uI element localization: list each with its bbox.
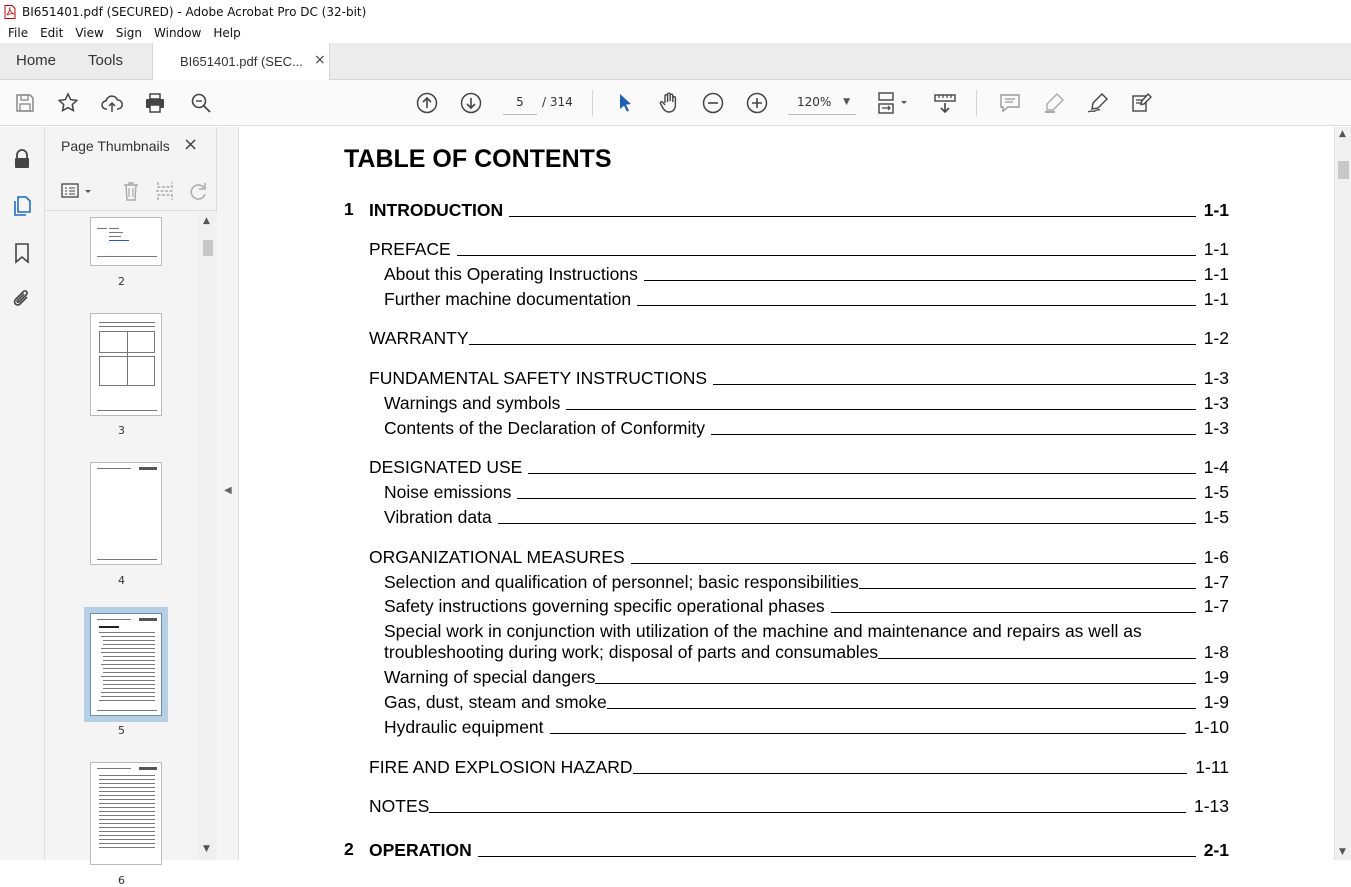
- panel-collapse-handle[interactable]: [217, 127, 239, 860]
- scroll-up-icon[interactable]: ▲: [203, 216, 210, 226]
- toc-entry-page: 2-1: [1203, 840, 1229, 860]
- toc-entry[interactable]: [369, 327, 1229, 349]
- tab-bar: [0, 43, 1351, 80]
- toc-entry[interactable]: [369, 546, 1229, 568]
- zoom-out-icon[interactable]: [701, 91, 725, 115]
- toc-leader: [859, 588, 1196, 589]
- bookmark-star-icon[interactable]: [56, 91, 80, 115]
- toc-entry-page: 1-1: [1203, 264, 1229, 284]
- chevron-down-icon: ▼: [843, 97, 850, 107]
- menu-file[interactable]: File: [8, 26, 29, 40]
- toc-entry-page: 1-3: [1203, 393, 1229, 413]
- toc-entry-number: 2: [344, 839, 354, 859]
- search-zoom-icon[interactable]: [189, 91, 213, 115]
- toc-leader: [469, 344, 1196, 345]
- lock-icon[interactable]: [10, 147, 34, 171]
- toc-entry[interactable]: [384, 288, 1229, 310]
- toc-entry-text: troubleshooting during work; disposal of parts and consumables: [384, 642, 879, 662]
- menu-sign[interactable]: Sign: [115, 26, 143, 40]
- toc-entry-text: Hydraulic equipment: [384, 717, 544, 737]
- toc-leader: [528, 473, 1195, 474]
- thumbnail-options-icon[interactable]: [60, 181, 96, 201]
- thumbnail-page-selected[interactable]: [90, 613, 162, 716]
- toc-leader: [713, 384, 1196, 385]
- thumbnail-list: [45, 212, 198, 887]
- toc-leader: [429, 812, 1186, 813]
- toc-entry-page: 1-5: [1203, 482, 1229, 502]
- toc-entry-page: 1-3: [1203, 368, 1229, 388]
- toc-entry-text: OPERATION: [369, 840, 472, 860]
- attachment-icon[interactable]: [10, 287, 34, 311]
- print-icon[interactable]: [143, 91, 167, 115]
- toc-entry[interactable]: [384, 716, 1229, 738]
- toc-entry-text: Selection and qualification of personnel; basic responsibilities: [384, 572, 859, 592]
- toc-entry[interactable]: [369, 456, 1229, 478]
- highlight-icon[interactable]: [1042, 91, 1066, 115]
- comment-icon[interactable]: [998, 91, 1022, 115]
- toc-entry-page: 1-13: [1193, 796, 1229, 816]
- page-number-input[interactable]: 5: [503, 90, 537, 115]
- toc-leader: [517, 498, 1195, 499]
- toc-entry-page: 1-9: [1203, 667, 1229, 687]
- toc-entry[interactable]: [369, 367, 1229, 389]
- toc-entry[interactable]: [369, 795, 1229, 817]
- toc-entry-page: 1-1: [1203, 239, 1229, 259]
- toc-title: TABLE OF CONTENTS: [344, 145, 612, 173]
- scroll-down-icon[interactable]: ▼: [1339, 847, 1346, 857]
- toc-entry-page: 1-5: [1203, 507, 1229, 527]
- toc-entry-text: DESIGNATED USE: [369, 457, 523, 477]
- toc-leader: [595, 683, 1195, 684]
- toc-entry[interactable]: [384, 595, 1229, 617]
- thumbnail-tools: [45, 171, 217, 211]
- toc-leader: [607, 708, 1196, 709]
- zoom-level-value: 120%: [797, 95, 832, 109]
- toc-leader: [550, 733, 1186, 734]
- toc-entry-page: 1-10: [1193, 717, 1229, 737]
- next-page-icon[interactable]: [459, 91, 483, 115]
- menu-edit[interactable]: Edit: [40, 26, 64, 40]
- toc-leader: [644, 280, 1196, 281]
- toc-entry-text: Warning of special dangers: [384, 667, 596, 687]
- panel-close-icon[interactable]: ×: [183, 134, 199, 155]
- toc-entry[interactable]: [384, 571, 1229, 593]
- toc-entry-number: 1: [344, 199, 354, 219]
- pdf-file-icon: [4, 5, 16, 19]
- thumbnail-label: 3: [118, 424, 125, 437]
- toc-entry[interactable]: [384, 263, 1229, 285]
- toc-leader: [711, 434, 1196, 435]
- toc-entry[interactable]: [384, 481, 1229, 503]
- toc-entry-page: 1-7: [1203, 596, 1229, 616]
- toc-leader: [566, 409, 1195, 410]
- toc-entry-text: About this Operating Instructions: [384, 264, 638, 284]
- panel-title: Page Thumbnails: [61, 138, 170, 154]
- select-cursor-icon[interactable]: [613, 91, 637, 115]
- document-scroll-thumb[interactable]: [1338, 161, 1349, 179]
- menu-window[interactable]: Window: [154, 26, 202, 40]
- thumbnail-page[interactable]: [90, 462, 162, 565]
- toc-entry[interactable]: [344, 199, 1229, 221]
- thumbnail-scrollbar[interactable]: [198, 212, 217, 860]
- toc-leader: [509, 216, 1196, 217]
- toc-leader: [498, 523, 1196, 524]
- tab-tools[interactable]: Tools: [88, 52, 124, 69]
- toc-leader: [637, 305, 1196, 306]
- toc-entry-text: Vibration data: [384, 507, 492, 527]
- toc-entry-page: 1-3: [1203, 418, 1229, 438]
- menu-view[interactable]: View: [75, 26, 104, 40]
- window-title: BI651401.pdf (SECURED) - Adobe Acrobat Pro DC (32-bit): [22, 4, 367, 19]
- toc-entry-page: 1-1: [1203, 200, 1229, 220]
- tab-close-icon[interactable]: ×: [314, 52, 326, 68]
- left-rail: [0, 127, 45, 860]
- scroll-mode-icon[interactable]: [933, 91, 957, 115]
- toc-entry[interactable]: [384, 641, 1229, 663]
- toc-leader: [831, 612, 1196, 613]
- toc-leader: [478, 856, 1196, 857]
- toc-entry-text: ORGANIZATIONAL MEASURES: [369, 547, 625, 567]
- toc-entry-text: FIRE AND EXPLOSION HAZARD: [369, 757, 633, 777]
- rotate-page-icon[interactable]: [187, 180, 209, 202]
- upload-cloud-icon[interactable]: [100, 91, 124, 115]
- zoom-level-select[interactable]: [788, 90, 856, 115]
- toc-entry-text: Contents of the Declaration of Conformity: [384, 418, 705, 438]
- toc-entry[interactable]: [384, 620, 1229, 642]
- toc-entry-text: Special work in conjunction with utilization of the machine and maintenance and repairs as well as: [384, 621, 1142, 641]
- send-sign-icon[interactable]: [1130, 91, 1154, 115]
- toc-entry-page: 1-1: [1203, 289, 1229, 309]
- toc-leader: [631, 563, 1196, 564]
- toc-entry-text: Gas, dust, steam and smoke: [384, 692, 607, 712]
- toc-entry-text: Noise emissions: [384, 482, 512, 502]
- menu-help[interactable]: Help: [213, 26, 241, 40]
- toc-entry[interactable]: [384, 417, 1229, 439]
- toc-entry-text: Safety instructions governing specific operational phases: [384, 596, 825, 616]
- tab-document-label: BI651401.pdf (SEC...: [180, 54, 303, 69]
- thumbnail-label: 6: [118, 874, 125, 887]
- thumbnail-scroll-thumb[interactable]: [203, 240, 213, 256]
- title-bar: [0, 0, 1351, 23]
- page-total: / 314: [542, 95, 573, 109]
- toc-entry[interactable]: [384, 691, 1229, 713]
- toc-entry-page: 1-9: [1203, 692, 1229, 712]
- toc-leader: [457, 255, 1196, 256]
- toolbar: [0, 80, 1351, 126]
- previous-page-icon[interactable]: [415, 91, 439, 115]
- toc-entry[interactable]: [369, 238, 1229, 260]
- menu-bar: [0, 23, 1351, 43]
- toc-entry-text: PREFACE: [369, 239, 451, 259]
- thumbnail-label: 4: [118, 574, 125, 587]
- chevron-left-icon: ◀: [224, 485, 232, 496]
- toc-entry[interactable]: [369, 756, 1229, 778]
- tab-document[interactable]: [152, 43, 330, 80]
- thumbnail-label: 5: [118, 724, 125, 737]
- toc-entry-text: Further machine documentation: [384, 289, 632, 309]
- page-thumbnails-icon[interactable]: [10, 194, 34, 218]
- scroll-up-icon[interactable]: ▲: [1339, 129, 1346, 139]
- thumbnail-panel: [45, 127, 217, 887]
- toc-entry-page: 1-4: [1203, 457, 1229, 477]
- document-scrollbar[interactable]: [1334, 127, 1351, 860]
- toc-entry-page: 1-7: [1203, 572, 1229, 592]
- toc-entry-page: 1-8: [1203, 642, 1229, 662]
- thumbnail-page[interactable]: [90, 217, 162, 266]
- split-page-icon[interactable]: [154, 180, 176, 202]
- toc-entry[interactable]: [344, 839, 1229, 861]
- toc-leader: [633, 773, 1188, 774]
- toc-entry-page: 1-6: [1203, 547, 1229, 567]
- toc-entry-text: NOTES: [369, 796, 430, 816]
- toolbar-divider: [976, 90, 977, 116]
- toc-entry[interactable]: [384, 666, 1229, 688]
- toc-entry-text: Warnings and symbols: [384, 393, 561, 413]
- fill-sign-icon[interactable]: [1086, 91, 1110, 115]
- toc-entry-text: WARRANTY: [369, 328, 469, 348]
- toc-leader: [878, 658, 1196, 659]
- toc-entry[interactable]: [384, 506, 1229, 528]
- save-icon[interactable]: [13, 91, 37, 115]
- document-view[interactable]: [239, 127, 1334, 860]
- zoom-in-icon[interactable]: [745, 91, 769, 115]
- scroll-down-icon[interactable]: ▼: [203, 844, 210, 854]
- tab-home[interactable]: Home: [16, 52, 57, 69]
- thumbnail-page[interactable]: [90, 313, 162, 416]
- toc-entry-page: 1-11: [1195, 757, 1229, 777]
- toc-entry-text: FUNDAMENTAL SAFETY INSTRUCTIONS: [369, 368, 708, 388]
- thumbnail-page[interactable]: [90, 762, 162, 865]
- thumbnail-label: 2: [118, 275, 125, 288]
- toc-entry-text: INTRODUCTION: [369, 200, 504, 220]
- hand-tool-icon[interactable]: [657, 91, 681, 115]
- toc-entry[interactable]: [384, 392, 1229, 414]
- delete-page-icon[interactable]: [121, 180, 141, 202]
- toc-entry-page: 1-2: [1203, 328, 1229, 348]
- bookmarks-icon[interactable]: [10, 241, 34, 265]
- toolbar-divider: [592, 90, 593, 116]
- page-fit-icon[interactable]: [876, 91, 912, 115]
